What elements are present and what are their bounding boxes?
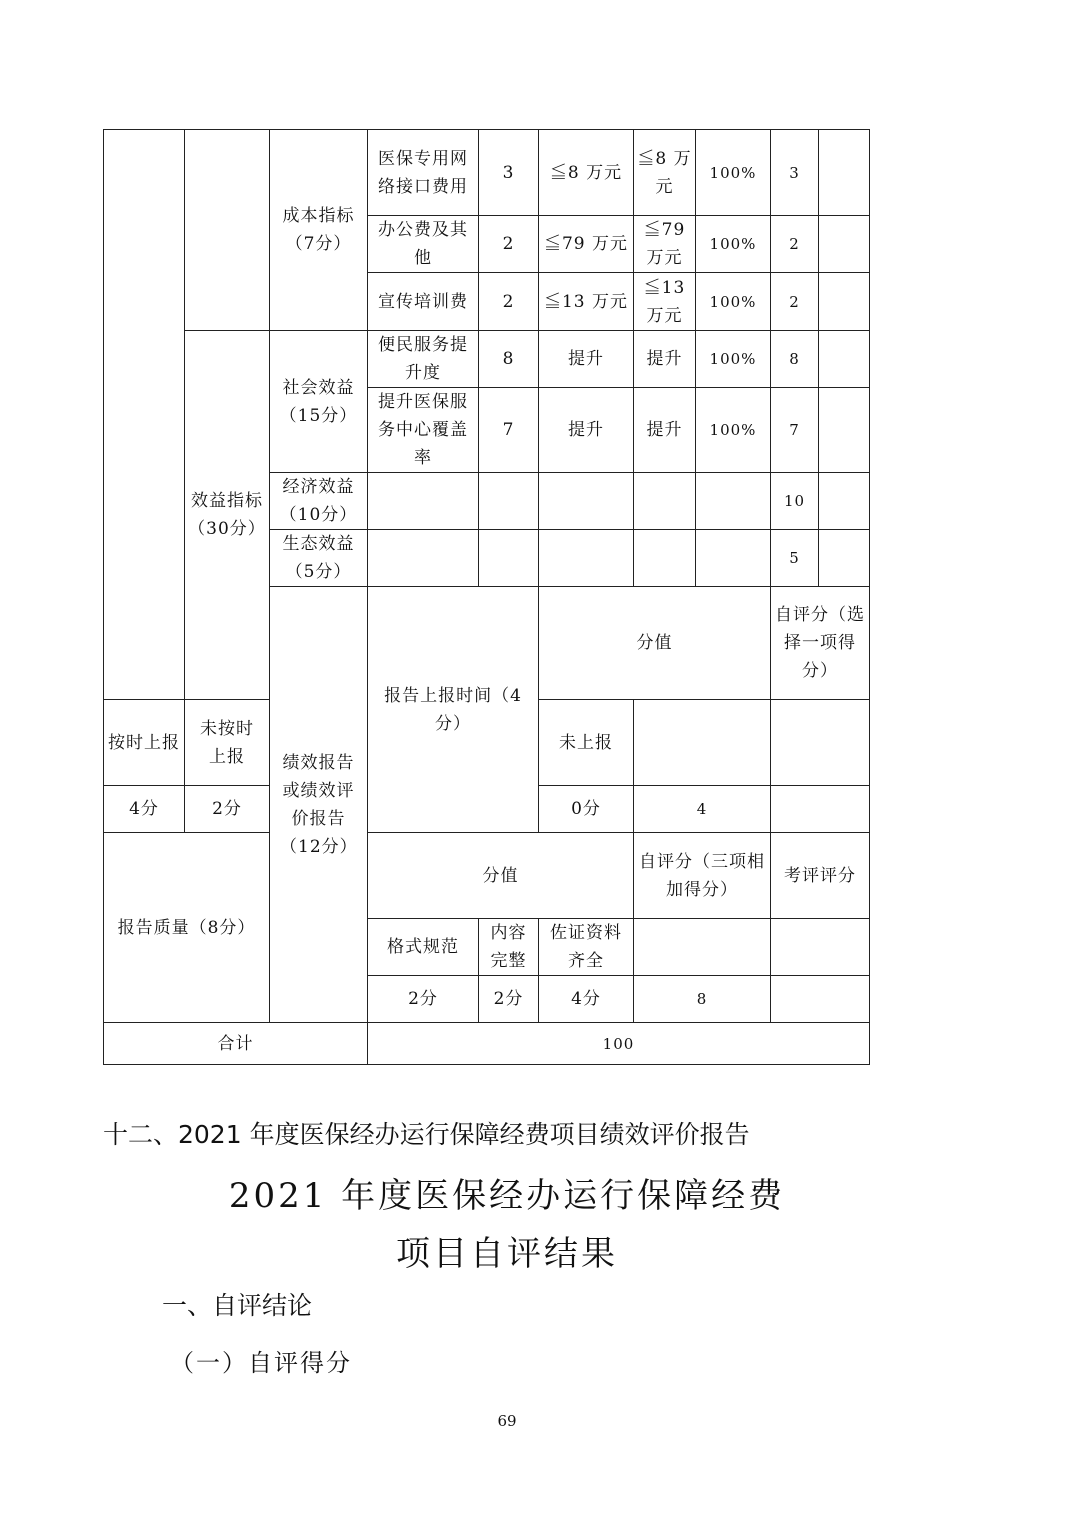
report-quality-label: 报告质量（8分）	[104, 833, 270, 1023]
points-content: 2分	[479, 976, 539, 1023]
rate-cell: 100%	[696, 130, 771, 216]
empty-cell	[479, 473, 539, 530]
score-cell: 10	[771, 473, 819, 530]
score-cell: 3	[771, 130, 819, 216]
not-on-time-label: 未按时上报	[185, 700, 270, 786]
weight-cell: 2	[479, 273, 539, 331]
points-none: 0分	[539, 786, 634, 833]
empty-cell	[771, 976, 870, 1023]
report-title-line2: 项目自评结果	[396, 1234, 618, 1274]
benefit-indicator-label: 效益指标（30分）	[185, 331, 270, 700]
social-benefit-label: 社会效益（15分）	[270, 331, 368, 473]
not-reported-label: 未上报	[539, 700, 634, 786]
target-cell: ≦13 万元	[539, 273, 634, 331]
review-cell	[819, 331, 870, 388]
target-cell: 提升	[539, 388, 634, 473]
blank-category-cell	[104, 130, 185, 700]
page-number: 69	[497, 1412, 517, 1430]
economic-benefit-label: 经济效益（10分）	[270, 473, 368, 530]
target-cell: ≦79 万元	[539, 216, 634, 273]
rate-cell: 100%	[696, 273, 771, 331]
empty-cell	[539, 473, 634, 530]
format-norm-label: 格式规范	[368, 919, 479, 976]
rate-cell: 100%	[696, 388, 771, 473]
section-heading-12: 十二、2021 年度医保经办运行保障经费项目绩效评价报告	[103, 1120, 750, 1149]
self-score-sum-label: 自评分（三项相加得分）	[634, 833, 771, 919]
score-cell: 5	[771, 530, 819, 587]
target-cell: 提升	[539, 331, 634, 388]
score-cell: 8	[771, 331, 819, 388]
review-cell	[819, 130, 870, 216]
empty-cell	[539, 530, 634, 587]
weight-cell: 3	[479, 130, 539, 216]
performance-evaluation-table	[103, 129, 870, 1065]
points-late: 2分	[185, 786, 270, 833]
review-score-label: 考评评分	[771, 833, 870, 919]
empty-cell	[479, 530, 539, 587]
rate-cell: 100%	[696, 216, 771, 273]
total-label: 合计	[104, 1023, 368, 1065]
on-time-label: 按时上报	[104, 700, 185, 786]
actual-cell: 提升	[634, 388, 696, 473]
empty-cell	[771, 700, 870, 786]
empty-cell	[771, 919, 870, 976]
actual-cell: ≦13 万元	[634, 273, 696, 331]
ecological-benefit-label: 生态效益（5分）	[270, 530, 368, 587]
score-value-label: 分值	[539, 587, 771, 700]
item-training-fee: 宣传培训费	[368, 273, 479, 331]
item-office-fee: 办公费及其他	[368, 216, 479, 273]
report-section-label: 绩效报告或绩效评价报告（12分）	[270, 587, 368, 1023]
evidence-complete-label: 佐证资料齐全	[539, 919, 634, 976]
review-cell	[819, 216, 870, 273]
score-value-label: 分值	[368, 833, 634, 919]
empty-cell	[634, 700, 771, 786]
actual-cell: ≦8 万元	[634, 130, 696, 216]
item-convenience: 便民服务提升度	[368, 331, 479, 388]
cost-indicator-label: 成本指标（7分）	[270, 130, 368, 331]
total-value: 100	[368, 1023, 870, 1065]
item-coverage: 提升医保服务中心覆盖率	[368, 388, 479, 473]
review-cell	[819, 388, 870, 473]
review-cell	[819, 473, 870, 530]
weight-cell: 7	[479, 388, 539, 473]
empty-cell	[368, 530, 479, 587]
score-cell: 2	[771, 216, 819, 273]
subsection-heading-score: （一）自评得分	[170, 1349, 352, 1377]
review-cell	[819, 273, 870, 331]
empty-cell	[634, 919, 771, 976]
time-self-score: 4	[634, 786, 771, 833]
empty-cell	[696, 530, 771, 587]
points-evidence: 4分	[539, 976, 634, 1023]
report-time-label: 报告上报时间（4分）	[368, 587, 539, 833]
actual-cell: ≦79 万元	[634, 216, 696, 273]
empty-cell	[368, 473, 479, 530]
empty-cell	[696, 473, 771, 530]
quality-self-score: 8	[634, 976, 771, 1023]
empty-cell	[634, 473, 696, 530]
empty-cell	[771, 786, 870, 833]
item-network-fee: 医保专用网络接口费用	[368, 130, 479, 216]
rate-cell: 100%	[696, 331, 771, 388]
points-on-time: 4分	[104, 786, 185, 833]
review-cell	[819, 530, 870, 587]
weight-cell: 8	[479, 331, 539, 388]
empty-cell	[634, 530, 696, 587]
weight-cell: 2	[479, 216, 539, 273]
actual-cell: 提升	[634, 331, 696, 388]
report-title-line1: 2021 年度医保经办运行保障经费	[228, 1176, 786, 1216]
blank-subcategory-cell	[185, 130, 270, 331]
score-cell: 2	[771, 273, 819, 331]
self-score-choose-label: 自评分（选择一项得分）	[771, 587, 870, 700]
points-format: 2分	[368, 976, 479, 1023]
target-cell: ≦8 万元	[539, 130, 634, 216]
section-heading-conclusion: 一、自评结论	[162, 1291, 313, 1320]
content-complete-label: 内容完整	[479, 919, 539, 976]
score-cell: 7	[771, 388, 819, 473]
